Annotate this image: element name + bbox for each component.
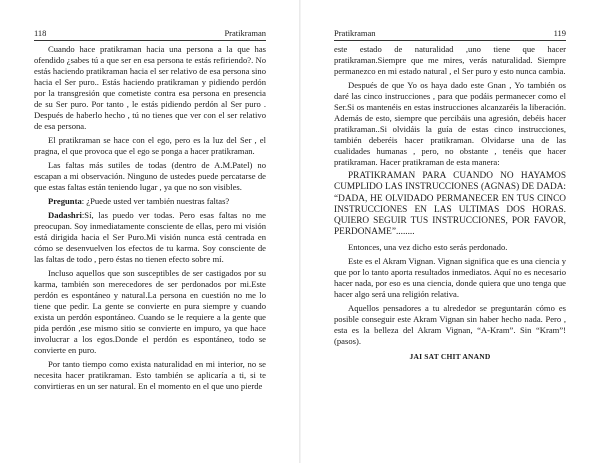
paragraph xyxy=(334,303,566,347)
paragraph xyxy=(34,268,266,356)
paragraph xyxy=(34,196,266,207)
paragraph xyxy=(334,171,566,239)
header-rule xyxy=(334,40,566,41)
paragraph-text: El pratikraman se hace con el ego, pero es la luz del Ser , el pragna, el que provoca que el ego se ponga a hacer pratikraman. xyxy=(34,135,266,156)
running-title: Pratikraman xyxy=(224,28,266,38)
paragraph xyxy=(334,80,566,168)
running-title: Pratikraman xyxy=(334,28,376,38)
paragraph-text: : ¿Puede usted ver también nuestras faltas? xyxy=(81,196,230,206)
paragraph xyxy=(334,242,566,253)
paragraph xyxy=(34,160,266,193)
speaker-label: Pregunta xyxy=(48,196,82,206)
paragraph-text: Incluso aquellos que son susceptibles de ser castigados por su karma, también son merecedores de ser perdonados por mi.Este perdón es espontáneo y natural.La persona en cuestión no me lo tiene que pedir. La gente se convierte en pura siempre y cuando exista un perdón espontáneo. Cuando se le requiere a la gente que pida perdón ,ese mismo sitio se convierte en impuro, ya que hace involucrar a los egos.Donde el perdón es espontáneo, todo se convierte en puro. xyxy=(34,268,266,355)
paragraph-text: Por tanto tiempo como exista naturalidad en mi interior, no se necesita hacer pratikraman. Esto también se aplicaría a ti, si te convirtieras en un ser natural. En el momento en el que uno pierde xyxy=(34,359,266,391)
paragraph-text: Las faltas más sutiles de todas (dentro de A.M.Patel) no escapan a mi observación. Ninguno de ustedes puede percatarse de que estas faltas están teniendo lugar , ya que no son visibles. xyxy=(34,160,266,192)
left-page-header xyxy=(34,27,266,39)
paragraph-text: este estado de naturalidad ,uno tiene que hacer pratikraman.Siempre que me mires, verás naturalidad. Siempre permanezco en mi estado natural , el Ser puro y esto nunca cambia. xyxy=(334,44,566,76)
closing-signature: JAI SAT CHIT ANAND xyxy=(409,351,491,361)
left-page-body xyxy=(34,44,266,395)
paragraph xyxy=(334,256,566,300)
speaker-label: Dadashri xyxy=(48,210,82,220)
paragraph xyxy=(34,135,266,157)
paragraph-text: Después de que Yo os haya dado este Gnan , Yo también os daré las cinco instrucciones , para que podáis permanecer como el Ser.Si os mantenéis en estas instrucciones alcanzaréis la liberación. Además de esto, siempre que percibáis una agresión, debéis hacer pratikraman..Si olvidáis la guía de estas cinco instrucciones, también deberéis hacer pratikraman. Olvidarse una de las cualidades humanas , pero, no obstante , tenéis que hacer pratikraman. Hacer pratikraman de esta manera: xyxy=(334,80,566,167)
paragraph xyxy=(34,44,266,132)
paragraph-text: Aquellos pensadores a tu alrededor se preguntarán cómo es posible conseguir este Akram Vignan sin haber hecho nada. Pero , esta es la belleza del Akram Vignan, “A-Kram”. Sin “Kram”! (pasos). xyxy=(334,302,566,346)
right-page xyxy=(300,0,600,463)
paragraph xyxy=(34,210,266,265)
page-number: 118 xyxy=(34,28,47,38)
paragraph xyxy=(334,44,566,77)
paragraph-text: Cuando hace pratikraman hacia una persona a la que has ofendido ¿sabes tú a que ser en esa persona te estás refiriendo?. No estás haciendo pratikraman hacia el ser relativo de esa persona sino hacia el Ser puro.. Estás haciendo pratikraman y pidiendo perdón por la transgresión que cometiste contra esa persona en presencia de su Ser puro. Por tanto , le estás pidiendo perdón al Ser puro . Después de haberlo hecho , tú no tienes que ver con el ser relativo de esa persona. xyxy=(34,44,266,131)
paragraph-text: PRATIKRAMAN PARA CUANDO NO HAYAMOS CUMPLIDO LAS INSTRUCCIONES (AGNAS) DE DADA: “DADA, HE OLVIDADO PERMANECER EN TUS CINCO INSTRUCCIONES EN LAS ULTIMAS DOS HORAS. QUIERO SEGUIR TUS INSTRUCCIONES, POR FAVOR, PERDONAME”........ xyxy=(334,171,566,238)
paragraph xyxy=(34,359,266,392)
right-page-body xyxy=(334,44,566,365)
header-rule xyxy=(34,40,266,41)
page-number: 119 xyxy=(553,28,566,38)
paragraph-text: :Sí, las puedo ver todas. Pero esas faltas no me preocupan. Soy inmediatamente consciente de ellas, pero mi visión está dirigida hacia el Ser Puro.Mi visión nunca está centrada en cómo se desenvuelven los efectos de tu karma. Soy consciente de las faltas de todo , pero éstas no tienen efecto sobre mí. xyxy=(34,210,266,264)
paragraph-text: Este es el Akram Vignan. Vignan significa que es una ciencia y que por lo tanto aporta resultados inmediatos. Aquí no es necesario hacer nada, por eso es una ciencia, donde quiera que uno tenga que hacer algo será una religión relativa. xyxy=(334,255,566,299)
right-page-header xyxy=(334,27,566,39)
paragraph-text: Entonces, una vez dicho esto serás perdonado. xyxy=(348,241,508,252)
